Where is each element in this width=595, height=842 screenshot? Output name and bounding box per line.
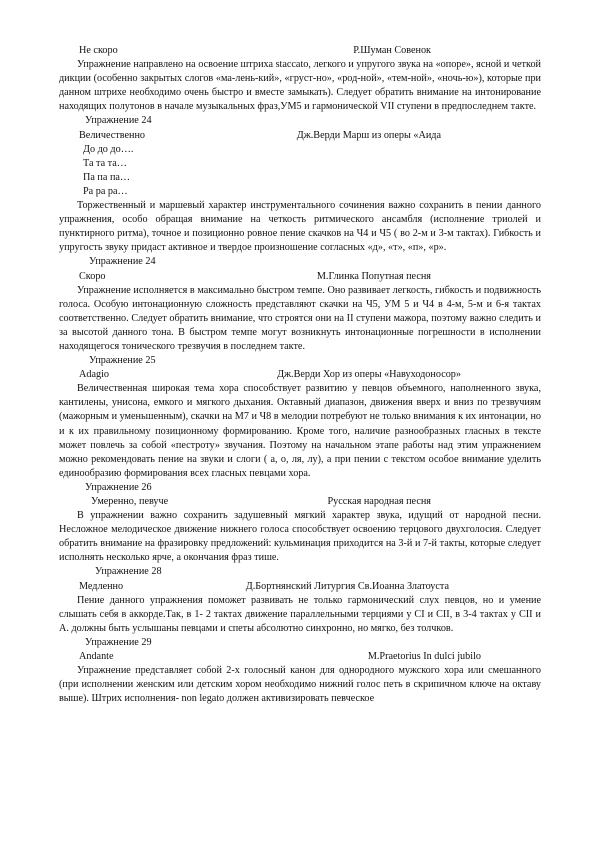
exercise-heading: Упражнение 24 (85, 115, 152, 127)
body-paragraph: Пение данного упражнения поможет развивать не только гармонический слух певцов, но и умение слышать себя в аккорде.Так, в 1- 2 тактах движение параллельными терциями у СI и СII, в 3-4 тактах у СII и А. должны быть услышаны певцами и спеты абсолютно синхронно, но мягко, без толчков. (59, 594, 541, 634)
syllable-line: Па па па… (83, 171, 131, 183)
composer-title: Дж.Верди Марш из оперы «Аида (296, 129, 441, 141)
body-paragraph: Упражнение исполняется в максимально быстром темпе. Оно развивает легкость, гибкость и подвижность голоса. Особую интонационную сложность представляют скачки на Ч5, УМ 5 и Ч4 в 4-м, 5-м и 6-я тактах соответственно. Следует обратить внимание, что строятся они на II ступени мажора, поэтому важно следить и за высотой данного тона. В быстром темпе могут возникнуть интонационные погрешности в исполнении находящегося тонического трезвучия в последнем такте. (59, 284, 541, 352)
tempo-marking: Adagio (79, 369, 109, 381)
tempo-marking: Медленно (79, 580, 124, 592)
tempo-marking: Величественно (79, 129, 145, 141)
tempo-composer-row (59, 495, 541, 509)
tempo-composer-row (59, 368, 541, 382)
body-paragraph: Торжественный и маршевый характер инструментального сочинения важно сохранить в пении данного упражнения, особо обращая внимание на четкость ритмического ансамбля (исполнение триолей и пунктирного ритма), точное и позиционно ровное пение скачков на Ч4 и Ч5 ( во 2-м и 3-м тактах). Гибкость и упругость звуку придаст активное и твердое произношение согласных «д», «т», «п», «р». (59, 200, 541, 254)
document-page (59, 44, 541, 706)
composer-title: M.Praetorius In dulci jubilo (367, 651, 481, 663)
exercise-heading: Упражнение 28 (95, 566, 162, 578)
body-paragraph: Упражнение направлено на освоение штриха staccato, легкого и упругого звука на «опоре», ясной и четкой дикции (особенно закрытых слогов «ма-лень-кий», «груст-но», «род-ной», «тем-ной», «ночь-ю»), которые при данном штрихе необходимо очень быстро и вместе замыкать). Следует обратить внимание на интонирование находящих полутонов в начале музыкальных фраз,УМ5 и гармонической VII ступени в предпоследнем такте. (59, 59, 541, 113)
exercise-heading: Упражнение 29 (85, 636, 152, 648)
composer-title: Р.Шуман Совенок (353, 45, 431, 56)
syllable-line: Та та та… (83, 157, 127, 169)
tempo-marking: Не скоро (79, 45, 118, 56)
tempo-composer-row (59, 129, 541, 143)
tempo-composer-row (59, 270, 541, 284)
tempo-composer-row (59, 650, 541, 664)
tempo-marking: Andante (79, 651, 114, 663)
composer-title: М.Глинка Попутная песня (316, 270, 431, 282)
tempo-marking: Скоро (79, 270, 106, 282)
composer-title: Дж.Верди Хор из оперы «Навуходоносор» (277, 369, 461, 381)
tempo-composer-row (59, 580, 541, 594)
exercise-heading: Упражнение 26 (85, 481, 152, 493)
exercise-heading: Упражнение 24 (89, 256, 156, 268)
body-paragraph: Величественная широкая тема хора способствует развитию у певцов объемного, наполненного звука, кантилены, унисона, емкого и мягкого дыхания. Октавный диапазон, движения вверх и вниз по трезвучиям (мажорным и уменьшенным), скачки на М7 и Ч8 в мелодии потребуют не только внимания к их интонации, но и к их правильному позиционному формированию. Кроме того, наличие разнообразных гласных в тексте может повлечь за собой «пестроту» звучания. Поэтому на начальном этапе работы над этим упражнением можно рекомендовать пение на звуки и слоги ( а, о, ля, лу), а при пении с текстом особое внимание уделить единообразию формирования всех гласных певцами хора. (59, 383, 541, 479)
composer-title: Д.Бортнянский Литургия Св.Иоанна Златоуста (245, 580, 449, 592)
tempo-marking: Умеренно, певуче (91, 496, 169, 507)
exercise-heading: Упражнение 25 (89, 355, 156, 367)
body-paragraph: Упражнение представляет собой 2-х голосный канон для однородного мужского хора или смешанного (при исполнении женским или детским хором необходимо нижний голос петь в скрипичном ключе на октаву выше). Штрих исполнения- non legato должен активизировать певческое (59, 665, 541, 705)
syllable-line: До до до…. (83, 143, 134, 155)
composer-title: Русская народная песня (327, 496, 431, 507)
syllable-line: Ра ра ра… (83, 185, 128, 197)
body-paragraph: В упражнении важно сохранить задушевный мягкий характер звука, идущий от народной песни. Несложное мелодическое движение нижнего голоса способствует освоению терцового двухголосия. Следует обратить внимание на фразировку предложений: кульминация приходится на 3-й и 7-й такты, которые следует исполнять несколько ярче, а окончания фраз тише. (59, 510, 541, 564)
tempo-composer-row (59, 44, 541, 58)
